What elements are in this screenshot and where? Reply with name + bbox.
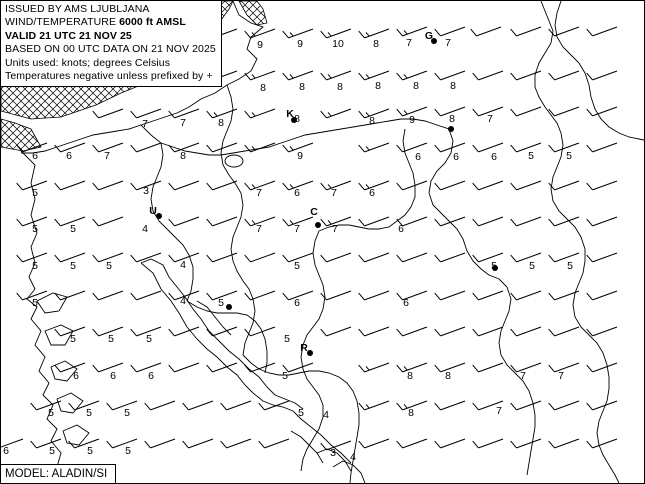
temperature-label: 6 xyxy=(3,445,9,457)
wind-barb xyxy=(183,401,213,410)
temperature-label: 8 xyxy=(299,81,305,93)
temperature-label: 4 xyxy=(350,451,356,463)
wind-barb xyxy=(359,71,389,80)
wind-barb xyxy=(435,253,465,262)
wind-barb xyxy=(131,291,161,300)
wind-barb xyxy=(473,143,503,152)
temperature-label: 9 xyxy=(297,150,303,162)
wind-barb xyxy=(435,71,465,80)
wind-barb xyxy=(131,143,161,152)
wind-barb xyxy=(587,291,617,300)
temperature-label: 8 xyxy=(180,150,186,162)
wind-barb xyxy=(69,401,99,410)
temperature-label: 7 xyxy=(331,187,337,199)
temperature-label: 8 xyxy=(408,407,414,419)
wind-barb xyxy=(145,439,175,448)
wind-barb xyxy=(511,217,541,226)
temperature-label: 5 xyxy=(48,407,54,419)
wind-barb xyxy=(321,71,351,80)
temperature-label: 8 xyxy=(375,80,381,92)
wind-barb xyxy=(587,253,617,262)
wind-barb xyxy=(587,107,617,116)
temperature-label: 7 xyxy=(520,370,526,382)
temperature-label: 4 xyxy=(180,295,186,307)
wind-barb xyxy=(549,327,579,336)
wind-barb xyxy=(549,217,579,226)
wind-barb xyxy=(587,217,617,226)
wind-barb xyxy=(511,253,541,262)
temperature-label: 5 xyxy=(49,445,55,457)
wind-barb xyxy=(549,71,579,80)
city-label-g: G xyxy=(424,30,434,42)
wind-barb xyxy=(259,439,289,448)
wind-barb xyxy=(471,27,501,36)
legend-issued-by: ISSUED BY AMS LJUBLJANA xyxy=(5,3,150,15)
wind-barb xyxy=(511,27,541,36)
city-label-r: R xyxy=(300,342,308,354)
wind-barb xyxy=(511,71,541,80)
temperature-label: 7 xyxy=(332,223,338,235)
temperature-label: 5 xyxy=(124,407,130,419)
wind-barb xyxy=(473,217,503,226)
wind-barb xyxy=(245,253,275,262)
wind-barb xyxy=(207,327,237,336)
wind-barb xyxy=(435,27,465,36)
temperature-label: 7 xyxy=(180,117,186,129)
temperature-label: 5 xyxy=(146,333,152,345)
wind-barb xyxy=(473,253,503,262)
wind-barb xyxy=(93,217,123,226)
wind-barb xyxy=(245,143,275,152)
temperature-label: 8 xyxy=(450,80,456,92)
legend-box xyxy=(1,1,222,87)
legend-based-on: BASED ON 00 UTC DATA ON 21 NOV 2025 xyxy=(5,43,216,56)
wind-barb xyxy=(473,71,503,80)
wind-barb xyxy=(397,27,427,36)
temperature-label: 5 xyxy=(528,150,534,162)
wind-barb xyxy=(549,143,579,152)
temperature-label: 6 xyxy=(369,187,375,199)
temperature-label: 5 xyxy=(294,260,300,272)
temperature-label: 4 xyxy=(180,259,186,271)
temperature-label: 8 xyxy=(337,81,343,93)
temperature-label: 6 xyxy=(294,187,300,199)
wind-barb xyxy=(55,291,85,300)
temperature-label: 7 xyxy=(445,37,451,49)
wind-barb xyxy=(107,439,137,448)
wind-barb xyxy=(435,439,465,448)
wind-barb xyxy=(183,439,213,448)
wind-barb xyxy=(359,327,389,336)
temperature-label: 8 xyxy=(445,370,451,382)
temperature-label: 9 xyxy=(257,39,263,51)
wind-barb xyxy=(511,181,541,190)
temperature-label: 7 xyxy=(496,405,502,417)
coastline xyxy=(21,151,365,483)
wind-barb xyxy=(69,439,99,448)
temperature-label: 5 xyxy=(218,297,224,309)
temperature-label: 8 xyxy=(369,115,375,127)
temperature-label: 5 xyxy=(282,370,288,382)
wind-barb xyxy=(435,181,465,190)
temperature-label: 7 xyxy=(104,150,110,162)
temperature-label: 5 xyxy=(32,223,38,235)
wind-barb xyxy=(283,29,313,38)
temperature-label: 5 xyxy=(529,260,535,272)
temperature-label: 6 xyxy=(491,151,497,163)
wind-barb xyxy=(359,401,389,410)
wind-barb xyxy=(321,327,351,336)
wind-barb xyxy=(397,327,427,336)
temperature-label: 9 xyxy=(409,114,415,126)
wind-barb xyxy=(435,143,465,152)
temperature-label: 6 xyxy=(148,370,154,382)
temperature-label: 5 xyxy=(32,187,38,199)
wind-barb xyxy=(245,109,275,118)
wind-barb xyxy=(107,401,137,410)
wind-barb xyxy=(131,253,161,262)
wind-barb xyxy=(93,291,123,300)
wind-barb xyxy=(549,107,579,116)
temperature-label: 6 xyxy=(415,151,421,163)
temperature-label: 8 xyxy=(373,38,379,50)
temperature-label: 6 xyxy=(453,151,459,163)
wind-barb xyxy=(511,143,541,152)
temperature-label: 5 xyxy=(298,407,304,419)
wind-barb xyxy=(283,71,313,80)
wind-barb xyxy=(169,327,199,336)
temperature-label: 6 xyxy=(110,370,116,382)
wind-barb xyxy=(93,181,123,190)
wind-barb xyxy=(359,291,389,300)
wind-barb xyxy=(511,327,541,336)
wind-barb xyxy=(145,401,175,410)
wind-barb xyxy=(549,439,579,448)
temperature-label: 8 xyxy=(407,370,413,382)
wind-barb xyxy=(587,401,617,410)
temperature-label: 8 xyxy=(260,82,266,94)
city-label-k: K xyxy=(286,108,294,120)
wind-barb xyxy=(321,109,351,118)
legend-product xyxy=(5,16,216,29)
temperature-label: 5 xyxy=(32,260,38,272)
wind-barb xyxy=(169,217,199,226)
wind-barb xyxy=(359,253,389,262)
temperature-label: 5 xyxy=(491,260,497,272)
legend-product-text: WIND/TEMPERATURE xyxy=(5,16,120,29)
temperature-label: 7 xyxy=(558,370,564,382)
wind-barb xyxy=(435,327,465,336)
temperature-label: 8 xyxy=(449,113,455,125)
wind-barb xyxy=(93,363,123,372)
wind-barb xyxy=(473,363,503,372)
wind-barb xyxy=(55,181,85,190)
temperature-label: 5 xyxy=(87,445,93,457)
temperature-label: 7 xyxy=(487,113,493,125)
city-label-u: U xyxy=(149,205,157,217)
wind-barb xyxy=(31,439,61,448)
temperature-label: 5 xyxy=(284,333,290,345)
wind-barb xyxy=(397,291,427,300)
wind-barb xyxy=(587,439,617,448)
wind-barb xyxy=(359,143,389,152)
wind-barb xyxy=(473,291,503,300)
wind-barb xyxy=(473,439,503,448)
wind-barb xyxy=(207,181,237,190)
wind-barb xyxy=(221,439,251,448)
wind-barb xyxy=(397,71,427,80)
temperature-label: 5 xyxy=(108,333,114,345)
wind-barb xyxy=(221,401,251,410)
wind-barb xyxy=(359,363,389,372)
temperature-label: 6 xyxy=(66,150,72,162)
wind-barb xyxy=(511,439,541,448)
wind-barb xyxy=(131,363,161,372)
wind-barb xyxy=(397,439,427,448)
temperature-label: 5 xyxy=(70,223,76,235)
temperature-label: 7 xyxy=(294,223,300,235)
wind-barb xyxy=(511,107,541,116)
temperature-label: 7 xyxy=(142,118,148,130)
wind-barb xyxy=(397,143,427,152)
wind-barb xyxy=(359,29,389,38)
legend-temp-note: Temperatures negative unless prefixed by + xyxy=(5,70,213,83)
city-label-c: C xyxy=(310,206,318,218)
wind-barb xyxy=(587,27,617,36)
wind-barb xyxy=(245,291,275,300)
wind-barb xyxy=(511,401,541,410)
temperature-label: 5 xyxy=(32,297,38,309)
temperature-label: 4 xyxy=(323,409,329,421)
wind-barb xyxy=(435,401,465,410)
temperature-label: 5 xyxy=(86,407,92,419)
wind-barb xyxy=(473,327,503,336)
temperature-label: 3 xyxy=(143,185,149,197)
temperature-label: 9 xyxy=(297,38,303,50)
lake-outline xyxy=(225,155,243,167)
wind-barb xyxy=(207,217,237,226)
wind-barb xyxy=(321,291,351,300)
temperature-label: 8 xyxy=(413,80,419,92)
wind-barb xyxy=(549,181,579,190)
wind-barb xyxy=(321,29,351,38)
wind-barb xyxy=(93,109,123,118)
legend-units: Units used: knots; degrees Celsius xyxy=(5,56,171,69)
wind-barb xyxy=(587,327,617,336)
wind-barb xyxy=(359,217,389,226)
wind-barb xyxy=(207,363,237,372)
temperature-label: 7 xyxy=(406,37,412,49)
wind-barb xyxy=(511,291,541,300)
wind-barb xyxy=(587,71,617,80)
temperature-label: 6 xyxy=(73,370,79,382)
temperature-label: 8 xyxy=(294,113,300,125)
wind-barb xyxy=(397,253,427,262)
wind-barb xyxy=(31,401,61,410)
wind-barb xyxy=(245,363,275,372)
temperature-label: 5 xyxy=(106,260,112,272)
temperature-label: 10 xyxy=(332,38,344,50)
wind-barb xyxy=(245,29,275,38)
wind-barb xyxy=(587,181,617,190)
temperature-label: 5 xyxy=(567,260,573,272)
temperature-label: 5 xyxy=(125,445,131,457)
temperature-label: 6 xyxy=(32,150,38,162)
temperature-label: 7 xyxy=(256,187,262,199)
wind-barb xyxy=(169,181,199,190)
wind-barb xyxy=(435,291,465,300)
model-label: MODEL: ALADIN/SI xyxy=(1,464,116,483)
temperature-label: 6 xyxy=(398,223,404,235)
temperature-label: 4 xyxy=(142,223,148,235)
wind-barb xyxy=(473,181,503,190)
temperature-label: 5 xyxy=(566,150,572,162)
temperature-label: 5 xyxy=(70,333,76,345)
wind-barb xyxy=(549,253,579,262)
wind-barb xyxy=(587,363,617,372)
wind-barb xyxy=(131,109,161,118)
temperature-label: 6 xyxy=(294,297,300,309)
wind-barb xyxy=(169,363,199,372)
temperature-label: 7 xyxy=(256,223,262,235)
temperature-label: 6 xyxy=(403,297,409,309)
wind-barb xyxy=(321,253,351,262)
legend-valid: VALID 21 UTC 21 NOV 25 xyxy=(5,29,132,42)
legend-level: 6000 ft AMSL xyxy=(119,16,186,29)
wind-barb xyxy=(587,143,617,152)
temperature-label: 8 xyxy=(218,117,224,129)
wind-barb xyxy=(549,401,579,410)
temperature-label: 3 xyxy=(330,447,336,459)
temperature-label: 5 xyxy=(70,260,76,272)
wind-barb xyxy=(359,439,389,448)
wind-barb xyxy=(397,181,427,190)
